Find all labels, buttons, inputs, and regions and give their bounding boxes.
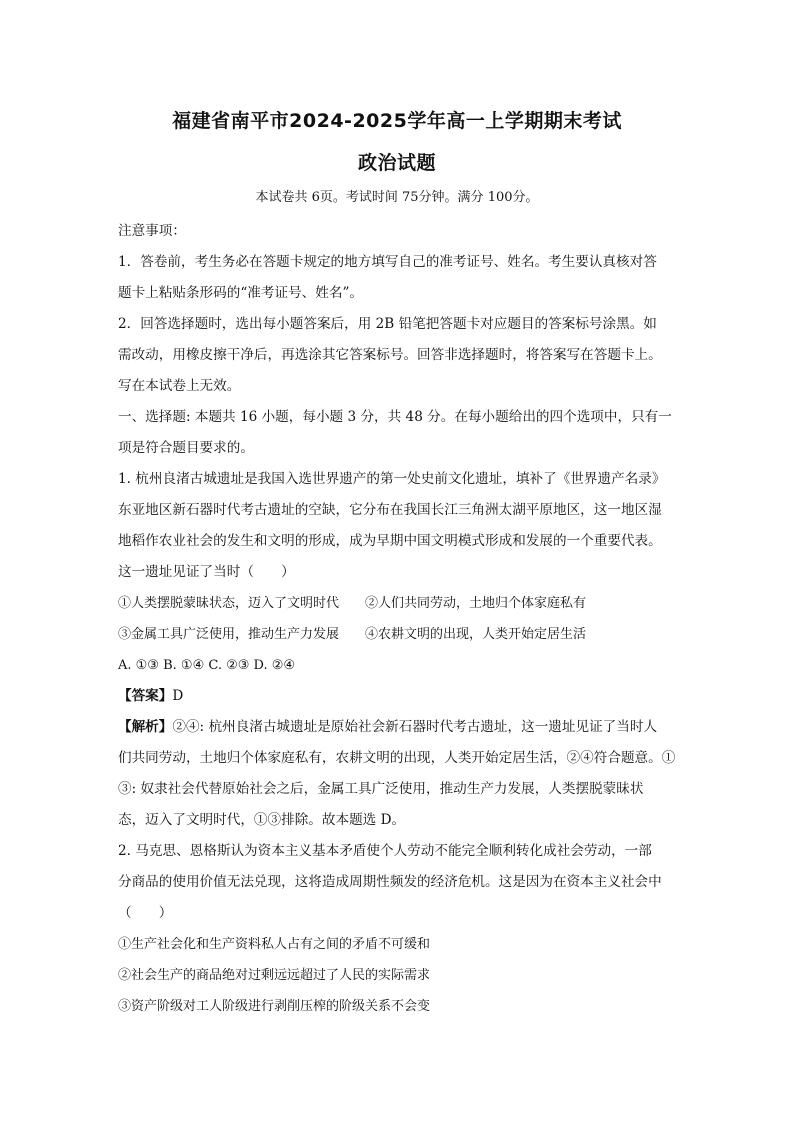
q1-stem-line-2: 东亚地区新石器时代考古遗址的空缺，它分布在我国长江三角洲太湖平原地区，这一地区湿 (118, 502, 662, 518)
notes-heading: 注意事项： (118, 223, 186, 239)
q1-option-1: ①人类摆脱蒙昧状态，迈入了文明时代 (118, 596, 340, 611)
q2-option-3: ③资产阶级对工人阶级进行剥削压榨的阶级关系不会变 (118, 999, 431, 1014)
q1-option-2: ②人们共同劳动，土地归个体家庭私有 (365, 596, 587, 611)
q1-analysis-line-4: 态，迈入了文明时代，①③排除。故本题选 D。 (118, 812, 406, 828)
section-1-line-2: 项是符合题目要求的。 (118, 440, 254, 456)
answer-label: 【答案】 (118, 688, 173, 704)
q1-stem-line-3: 地稻作农业社会的发生和文明的形成，成为早期中国文明模式形成和发展的一个重要代表。 (118, 533, 662, 549)
q1-analysis-line-3: ③: 奴隶社会代替原始社会之后，金属工具广泛使用，推动生产力发展，人类摆脱蒙昧状 (118, 781, 644, 797)
exam-body (118, 216, 690, 1022)
q1-analysis-line-2: 们共同劳动，土地归个体家庭私有，农耕文明的出现，人类开始定居生活，②④符合题意。① (118, 750, 676, 766)
subject-title: 政治试题 (357, 152, 436, 174)
q1-stem-line-1: 1. 杭州良渚古城遗址是我国入选世界遗产的第一处史前文化遗址，填补了《世界遗产名录》 (118, 471, 666, 487)
q2-option-1: ①生产社会化和生产资料私人占有之间的矛盾不可缓和 (118, 937, 431, 952)
q2-stem-line-3: （ ） (118, 905, 173, 921)
q2-option-2: ②社会生产的商品绝对过剩远远超过了人民的实际需求 (118, 968, 431, 983)
q2-stem-line-2: 分商品的使用价值无法兑现，这将造成周期性频发的经济危机。这是因为在资本主义社会中 (118, 874, 662, 890)
answer-value: D (172, 688, 184, 704)
exam-info: 本试卷共 6页。考试时间 75分钟。满分 100分。 (255, 190, 539, 205)
note-2-line-2: 需改动，用橡皮擦干净后，再选涂其它答案标号。回答非选择题时，将答案写在答题卡上。 (118, 347, 662, 363)
q1-answer (118, 681, 690, 712)
q1-choices: A. ①③ B. ①④ C. ②③ D. ②④ (118, 658, 296, 673)
q1-option-4: ④农耕文明的出现，人类开始定居生活 (365, 627, 587, 642)
note-2-line-3: 写在本试卷上无效。 (118, 378, 241, 394)
note-1-line-2: 题卡上粘贴条形码的“准考证号、姓名”。 (118, 285, 363, 301)
analysis-label: 【解析】 (118, 719, 173, 735)
q2-stem-line-1: 2. 马克思、恩格斯认为资本主义基本矛盾使个人劳动不能完全顺利转化成社会劳动，一部 (118, 843, 652, 859)
q1-option-3: ③金属工具广泛使用，推动生产力发展 (118, 627, 340, 642)
q1-options-row-2 (118, 619, 690, 650)
analysis-text-1: ②④: 杭州良渚古城遗址是原始社会新石器时代考古遗址，这一遗址见证了当时人 (172, 719, 658, 735)
exam-title: 福建省南平市2024-2025学年高一上学期期末考试 (172, 110, 622, 132)
section-1-line-1: 一、选择题: 本题共 16 小题，每小题 3 分，共 48 分。在每小题给出的四个选项中，只有一 (118, 409, 672, 425)
q1-analysis-line-1 (118, 712, 690, 743)
note-1-line-1: 1．答卷前，考生务必在答题卡规定的地方填写自己的准考证号、姓名。考生要认真核对答 (118, 254, 657, 270)
note-2-line-1: 2．回答选择题时，选出每小题答案后，用 2B 铅笔把答题卡对应题目的答案标号涂黑。如 (118, 316, 657, 332)
q1-stem-line-4: 这一遗址见证了当时（ ） (118, 564, 295, 580)
q1-options-row-1 (118, 588, 690, 619)
